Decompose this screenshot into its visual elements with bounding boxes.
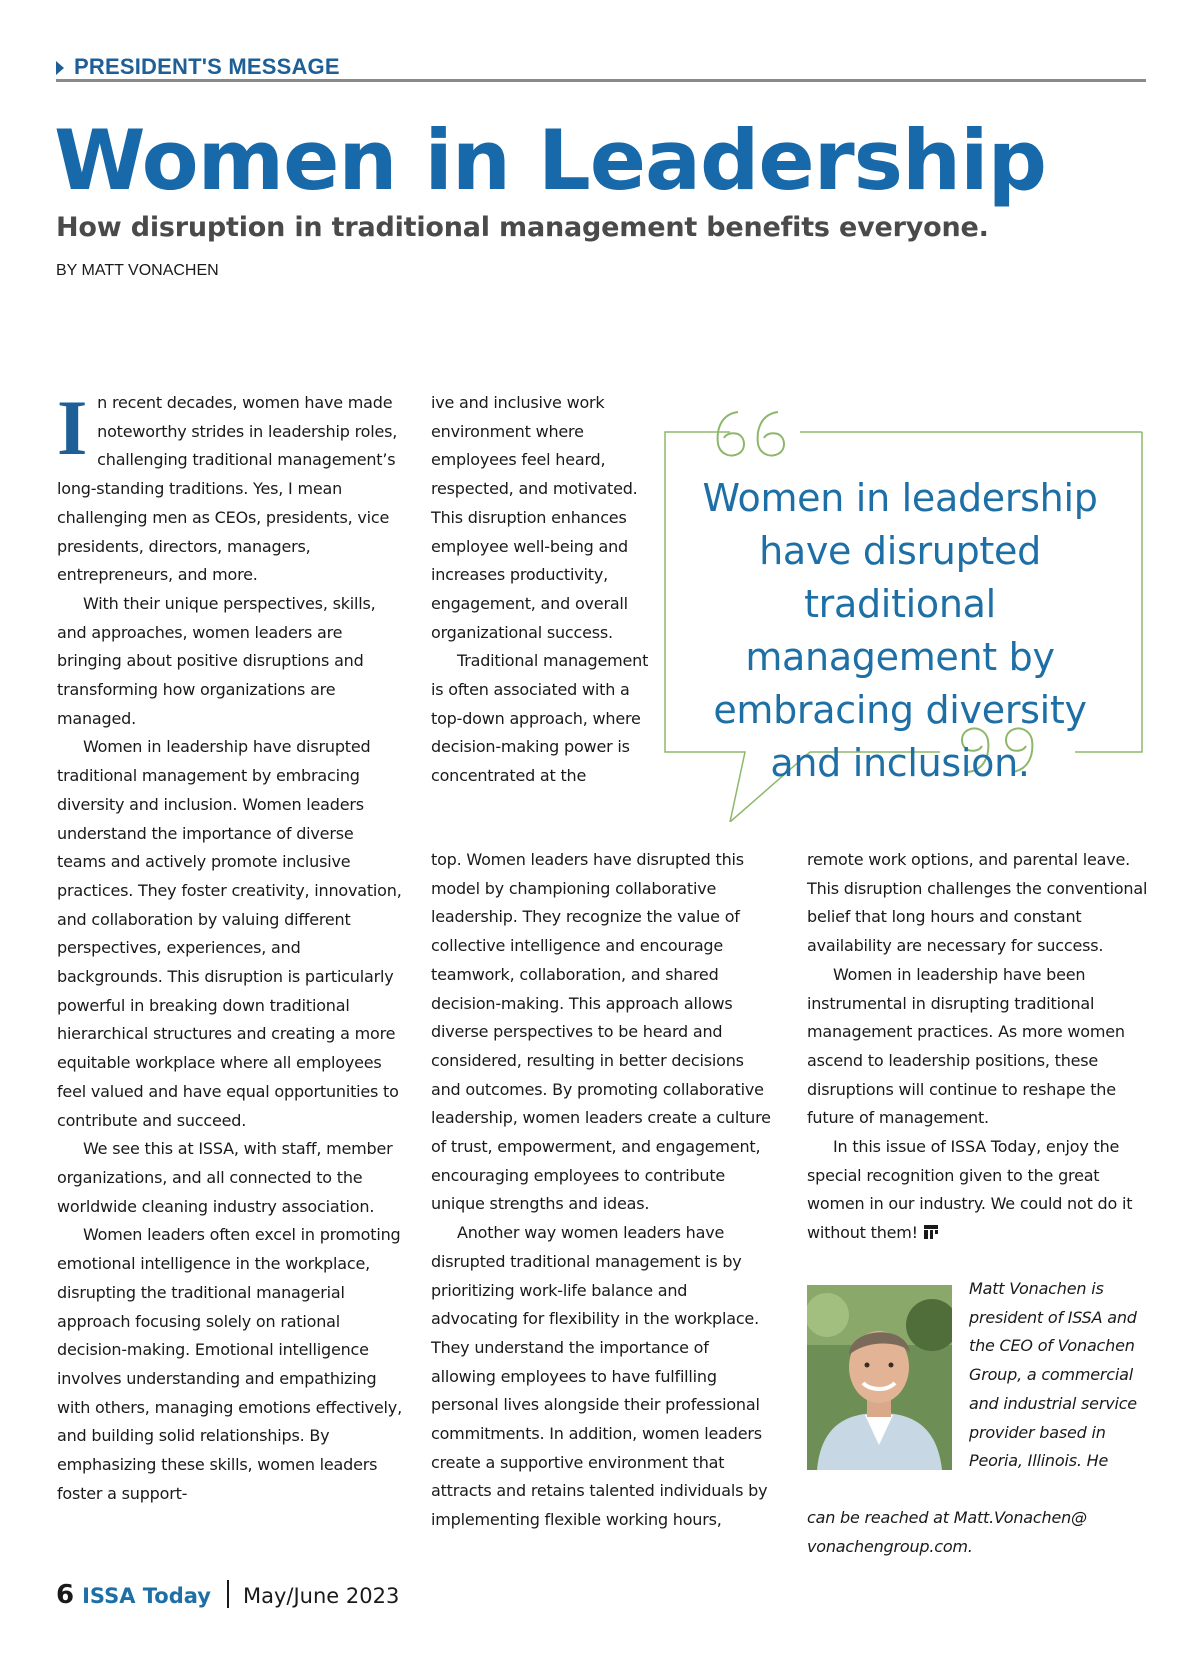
triangle-bullet-icon xyxy=(56,61,64,75)
section-label: PRESIDENT'S MESSAGE xyxy=(74,54,340,79)
body-column-2-top xyxy=(431,389,651,791)
author-bio: Matt Vonachen is president of ISSA and the CEO of Vonachen Group, a commercial and industrial service provider based in Peoria, Illinois. He xyxy=(969,1279,1137,1471)
body-paragraph: Traditional management is often associated with a top-down approach, where decision-making power is concentrated at the xyxy=(431,651,649,786)
body-column-2-bottom xyxy=(431,846,776,1535)
body-paragraph: Women leaders often excel in promoting emotional intelligence in the workplace, disrupting the traditional managerial approach focusing solely on rational decision-making. Emotional intelligence involves understanding and empathizing with others, managing emotions effectively, and building solid relationships. By emphasizing these skills, women leaders foster a support- xyxy=(57,1225,402,1503)
body-paragraph: top. Women leaders have disrupted this model by championing collaborative leadership. They recognize the value of collective intelligence and encourage teamwork, collaboration, and shared decision-making. This approach allows diverse perspectives to be heard and considered, resulting in better decisions and outcomes. By promoting collaborative leadership, women leaders create a culture of trust, empowerment, and engagement, encouraging employees to contribute unique strengths and ideas. xyxy=(431,850,771,1214)
page-number: 6 xyxy=(56,1580,75,1610)
body-paragraph: ive and inclusive work environment where employees feel heard, respected, and motivated. This disruption enhances employee well-being and increases productivity, engagement, and overall organizational success. xyxy=(431,393,638,642)
body-paragraph: Another way women leaders have disrupted traditional management is by prioritizing work-life balance and advocating for flexibility in the workplace. They understand the importance of allowing employees to have fulfilling personal lives alongside their professional commitments. In addition, women leaders create a supportive environment that attracts and retains talented individuals by implementing flexible working hours, xyxy=(431,1223,768,1530)
article-subtitle: How disruption in traditional management benefits everyone. xyxy=(56,212,989,243)
paragraph-text: In this issue of ISSA Today, enjoy the special recognition given to the great women in our industry. We could not do it without them! xyxy=(807,1137,1133,1243)
body-paragraph: We see this at ISSA, with staff, member organizations, and all connected to the worldwide cleaning industry association. xyxy=(57,1139,393,1216)
publication-name: ISSA Today xyxy=(82,1584,211,1608)
article-byline: BY MATT VONACHEN xyxy=(56,262,219,279)
body-paragraph: remote work options, and parental leave. This disruption challenges the conventional belief that long hours and constant availability are necessary for success. xyxy=(807,850,1148,956)
pull-quote xyxy=(650,392,1150,822)
body-column-1 xyxy=(57,384,402,1508)
issue-date: May/June 2023 xyxy=(243,1584,400,1608)
body-paragraph xyxy=(57,384,402,590)
body-paragraph: With their unique perspectives, skills, and approaches, women leaders are bringing about positive disruptions and transforming how organizations are managed. xyxy=(57,593,376,728)
paragraph-text: n recent decades, women have made noteworthy strides in leadership roles, challenging traditional management’s long-standing traditions. Yes, I mean challenging men as CEOs, presidents, vice presidents, directors, managers, entrepreneurs, and more. xyxy=(57,393,398,585)
author-contact: can be reached at Matt.Vonachen@ vonachengroup.com. xyxy=(807,1508,1087,1556)
body-paragraph: Women in leadership have been instrumental in disrupting traditional management practices. As more women ascend to leadership positions, these disruptions will continue to reshape the future of management. xyxy=(807,964,1125,1128)
drop-cap: I xyxy=(57,384,88,471)
article-title: Women in Leadership xyxy=(54,112,1046,209)
open-quote-icon xyxy=(718,412,784,456)
body-paragraph: Women in leadership have disrupted traditional management by embracing diversity and inclusion. Women leaders understand the importance of diverse teams and actively promote inclusive practices. They foster creativity, innovation, and collaboration by valuing different perspectives, experiences, and backgrounds. This disruption is particularly powerful in breaking down traditional hierarchical structures and creating a more equitable workplace where all employees feel valued and have equal opportunities to contribute and succeed. xyxy=(57,737,402,1130)
page-footer xyxy=(56,1580,399,1616)
body-paragraph xyxy=(807,1133,1152,1248)
pull-quote-text: Women in leadership have disrupted traditional management by embracing diversity and inclusion. xyxy=(702,476,1098,785)
end-of-article-icon xyxy=(924,1225,938,1239)
section-header xyxy=(56,52,1146,82)
footer-divider xyxy=(227,1580,229,1608)
body-column-3 xyxy=(807,846,1152,1248)
author-photo xyxy=(807,1285,952,1470)
